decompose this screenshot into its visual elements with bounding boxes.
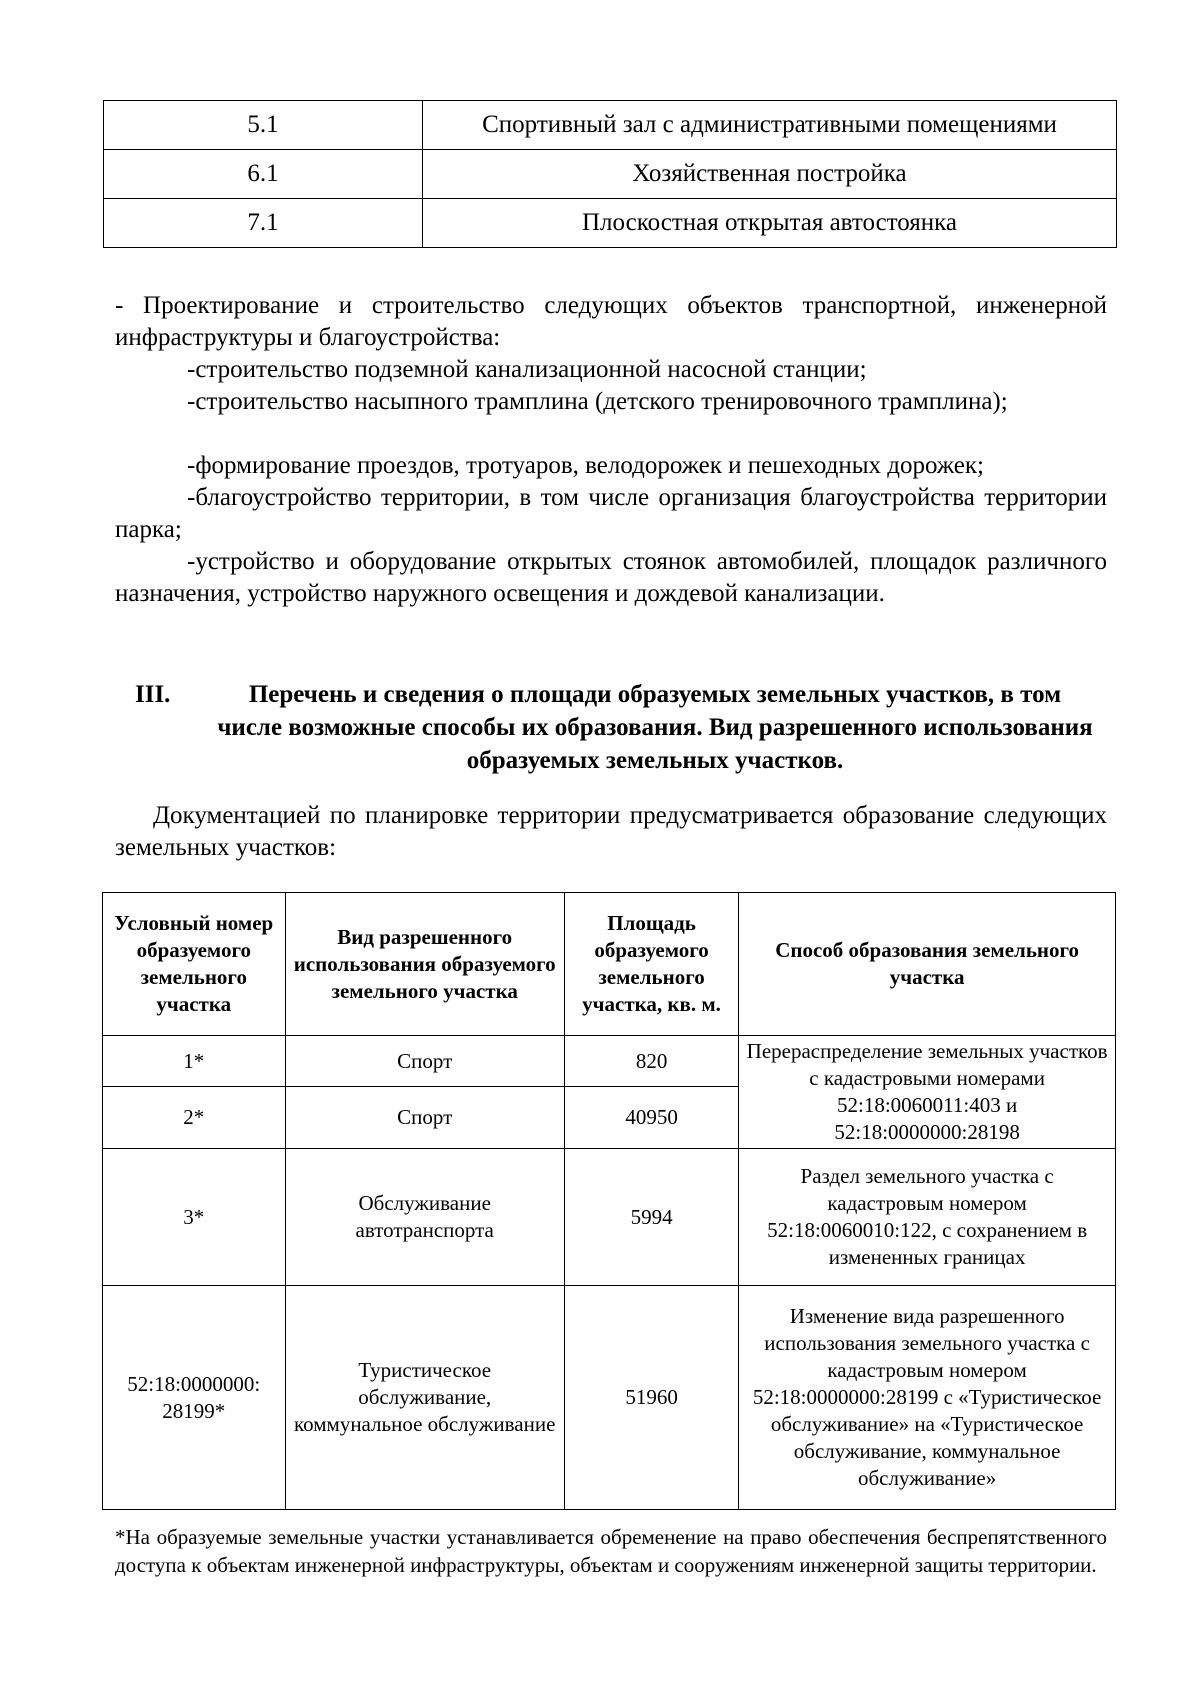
section-title: Перечень и сведения о площади образуемых земельных участков, в том числе возможные способы их образования. Вид разрешенного использования образуемых земельных участков.: [217, 681, 1093, 774]
object-number: 7.1: [104, 199, 423, 248]
header-formation-method: Способ образования земельного участка: [739, 893, 1116, 1036]
list-item: -строительство подземной канализационной насосной станции;: [187, 356, 867, 383]
table-header-row: [103, 893, 1116, 1036]
header-permitted-use: Вид разрешенного использования образуемого земельного участка: [285, 893, 564, 1036]
permitted-use: Обслуживание автотранспорта: [285, 1149, 564, 1286]
permitted-use: Туристическое обслуживание, коммунальное обслуживание: [285, 1286, 564, 1510]
plot-number: 1*: [103, 1036, 286, 1087]
list-item: -устройство и оборудование открытых стоянок автомобилей, площадок различного назначения, устройство наружного освещения и дождевой канализации.: [115, 548, 1107, 607]
permitted-use: Спорт: [285, 1087, 564, 1149]
plot-area: 5994: [564, 1149, 738, 1286]
land-plots-table: [102, 892, 1116, 1510]
objects-table: [103, 100, 1117, 248]
list-item: -формирование проездов, тротуаров, велодорожек и пешеходных дорожек;: [187, 452, 984, 479]
table-row: [104, 101, 1117, 150]
list-item: -благоустройство территории, в том числе организация благоустройства территории парка;: [115, 484, 1107, 543]
list-item: -строительство насыпного трамплина (детского тренировочного трамплина);: [187, 388, 1008, 415]
object-name: Спортивный зал с административными помещениями: [423, 101, 1117, 150]
footnote: *На образуемые земельные участки устанавливается обременение на право обеспечения беспрепятственного доступа к объектам инженерной инфраструктуры, объектам и сооружениям инженерной защиты территории.: [115, 1525, 1107, 1577]
table-row: [103, 1036, 1116, 1087]
object-name: Хозяйственная постройка: [423, 150, 1117, 199]
plot-area: 51960: [564, 1286, 738, 1510]
table-row: [104, 150, 1117, 199]
object-name: Плоскостная открытая автостоянка: [423, 199, 1117, 248]
plot-area: 40950: [564, 1087, 738, 1149]
table-row: [104, 199, 1117, 248]
formation-method: Перераспределение земельных участков с кадастровыми номерами 52:18:0060011:403 и 52:18:0000000:28198: [739, 1036, 1116, 1149]
object-number: 5.1: [104, 101, 423, 150]
plot-number: 3*: [103, 1149, 286, 1286]
section-intro: Документацией по планировке территории предусматривается образование следующих земельных участков:: [115, 802, 1107, 861]
plot-number: 2*: [103, 1087, 286, 1149]
permitted-use: Спорт: [285, 1036, 564, 1087]
header-area: Площадь образуемого земельного участка, кв. м.: [564, 893, 738, 1036]
table-row: [103, 1286, 1116, 1510]
formation-method: Раздел земельного участка с кадастровым номером 52:18:0060010:122, с сохранением в измененных границах: [739, 1149, 1116, 1286]
object-number: 6.1: [104, 150, 423, 199]
formation-method: Изменение вида разрешенного использования земельного участка с кадастровым номером 52:18:0000000:28199 с «Туристическое обслуживание» на «Туристическое обслуживание, коммунальное обслуживание»: [739, 1286, 1116, 1510]
header-plot-number: Условный номер образуемого земельного участка: [103, 893, 286, 1036]
table-row: [103, 1149, 1116, 1286]
intro-paragraph: - Проектирование и строительство следующих объектов транспортной, инженерной инфраструктуры и благоустройства:: [115, 292, 1107, 351]
section-number: III.: [135, 681, 171, 708]
plot-number: 52:18:0000000: 28199*: [103, 1286, 286, 1510]
plot-area: 820: [564, 1036, 738, 1087]
